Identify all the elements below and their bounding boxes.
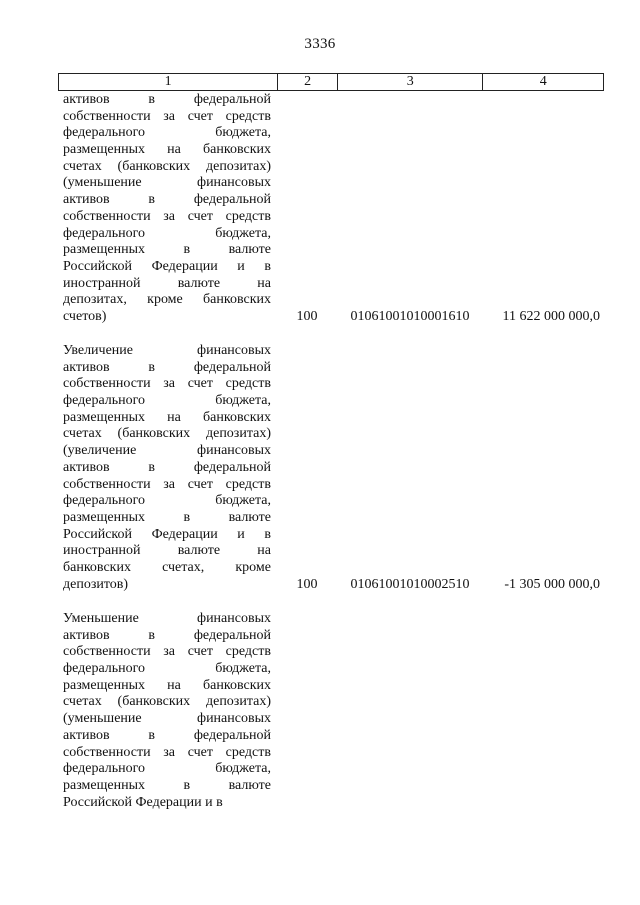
row-description <box>63 343 271 593</box>
description-line: иностранной валюте на <box>63 543 271 559</box>
description-line: (уменьшение финансовых <box>63 175 271 191</box>
description-line: депозитах, кроме банковских <box>63 292 271 308</box>
description-line: Российской Федерации и в <box>63 794 223 810</box>
row-description <box>63 92 271 326</box>
description-line: федерального бюджета, <box>63 225 271 241</box>
description-line: активов в федеральной <box>63 92 271 107</box>
column-header-2: 2 <box>277 74 337 90</box>
page-number: 3336 <box>304 36 336 52</box>
description-line: иностранной валюте на <box>63 275 271 291</box>
table-row <box>58 611 604 811</box>
row-code: 100 <box>296 576 318 592</box>
table-header-row <box>58 73 604 91</box>
description-line: активов в федеральной <box>63 627 271 643</box>
description-line: размещенных в валюте <box>63 777 271 793</box>
description-line: активов в федеральной <box>63 727 271 743</box>
description-line: федерального бюджета, <box>63 393 271 409</box>
description-line: размещенных в валюте <box>63 242 271 258</box>
description-line: федерального бюджета, <box>63 493 271 509</box>
column-header-4: 4 <box>482 74 603 90</box>
row-amount: -1 305 000 000,0 <box>504 576 600 592</box>
row-budget-classification-code: 01061001010002510 <box>350 576 470 592</box>
description-line: (уменьшение финансовых <box>63 711 271 727</box>
description-line: размещенных на банковских <box>63 409 271 425</box>
description-line: активов в федеральной <box>63 459 271 475</box>
description-line: федерального бюджета, <box>63 761 271 777</box>
row-amount: 11 622 000 000,0 <box>502 309 600 325</box>
description-line: федерального бюджета, <box>63 125 271 141</box>
description-line: банковских счетах, кроме <box>63 559 271 575</box>
description-line: Увеличение финансовых <box>63 343 271 358</box>
row-budget-classification-code: 01061001010001610 <box>350 309 470 325</box>
description-line: размещенных в валюте <box>63 509 271 525</box>
table-row <box>58 343 604 594</box>
column-header-3: 3 <box>337 74 482 90</box>
row-description <box>63 611 271 811</box>
description-line: счетах (банковских депозитах) <box>63 158 271 174</box>
description-line: депозитов) <box>63 576 129 592</box>
table-row <box>58 92 604 326</box>
description-line: собственности за счет средств <box>63 376 271 392</box>
description-line: собственности за счет средств <box>63 476 271 492</box>
column-header-1: 1 <box>164 74 172 89</box>
description-line: (увеличение финансовых <box>63 443 271 459</box>
description-line: размещенных на банковских <box>63 677 271 693</box>
description-line: Российской Федерации и в <box>63 526 271 542</box>
description-line: размещенных на банковских <box>63 142 271 158</box>
description-line: собственности за счет средств <box>63 644 271 660</box>
row-code: 100 <box>296 309 318 325</box>
description-line: счетах (банковских депозитах) <box>63 694 271 710</box>
description-line: федерального бюджета, <box>63 661 271 677</box>
description-line: активов в федеральной <box>63 192 271 208</box>
description-line: активов в федеральной <box>63 359 271 375</box>
description-line: счетов) <box>63 308 107 324</box>
description-line: собственности за счет средств <box>63 108 271 124</box>
description-line: собственности за счет средств <box>63 208 271 224</box>
description-line: собственности за счет средств <box>63 744 271 760</box>
description-line: Российской Федерации и в <box>63 258 271 274</box>
description-line: счетах (банковских депозитах) <box>63 426 271 442</box>
description-line: Уменьшение финансовых <box>63 611 271 626</box>
